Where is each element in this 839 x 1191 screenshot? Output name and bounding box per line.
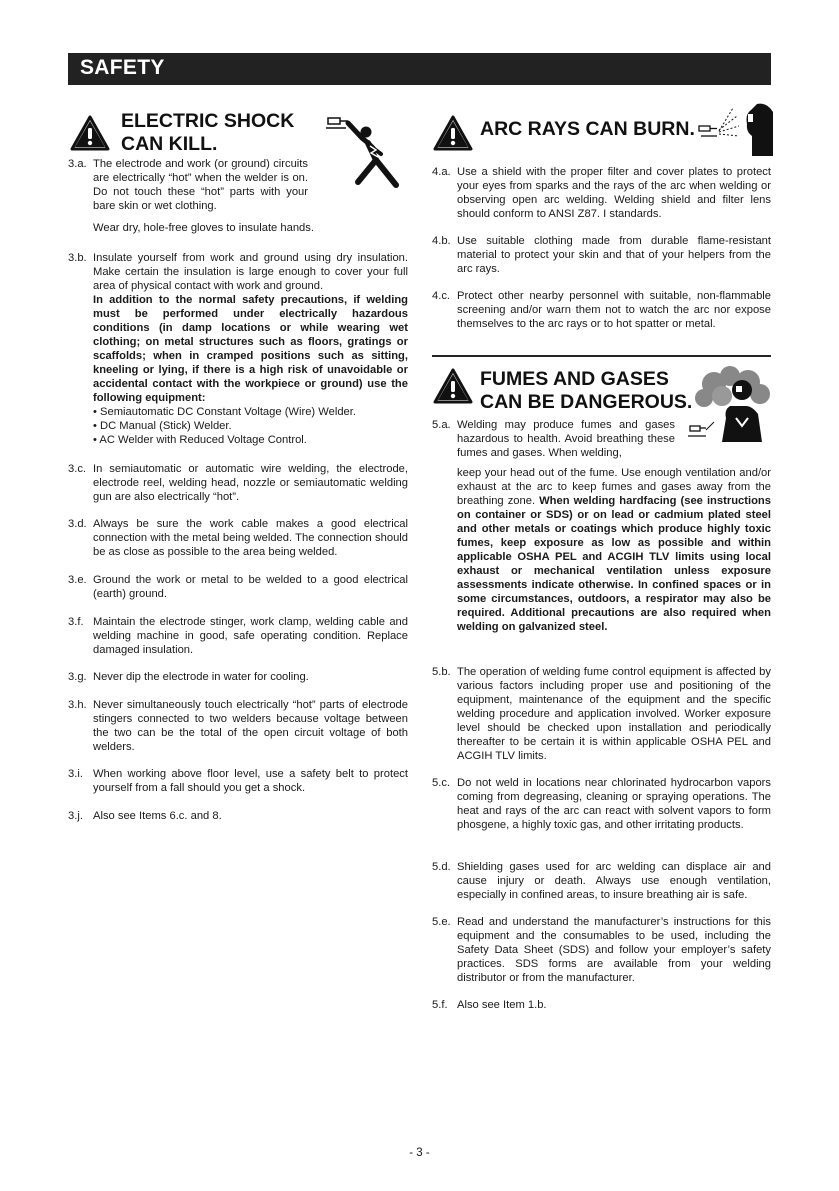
- section-divider: [432, 355, 771, 357]
- electric-shock-figure-icon: [326, 110, 402, 190]
- shock-item-3a-extra: Wear dry, hole-free gloves to insulate hands.: [93, 222, 314, 234]
- warning-triangle-icon: [433, 368, 473, 404]
- section-banner: [68, 53, 771, 85]
- warning-triangle-icon: [70, 115, 110, 151]
- equipment-list: • Semiautomatic DC Constant Voltage (Wire) Welder. • DC Manual (Stick) Welder. • AC Welder with Reduced Voltage Control.: [93, 406, 356, 446]
- fumes-title-line1: FUMES AND GASES: [480, 368, 669, 390]
- arc-title: ARC RAYS CAN BURN.: [480, 118, 695, 140]
- banner-title: SAFETY: [80, 56, 165, 79]
- page-number: - 3 -: [409, 1147, 430, 1159]
- warning-triangle-icon: [433, 115, 473, 151]
- fumes-title-line2: CAN BE DANGEROUS.: [480, 391, 693, 413]
- arc-welder-figure-icon: [697, 100, 773, 156]
- shock-title-line2: CAN KILL.: [121, 133, 218, 155]
- shock-title-line1: ELECTRIC SHOCK: [121, 110, 295, 132]
- fumes-worker-figure-icon: [686, 366, 774, 442]
- fumes-item-5a-cont: keep your head out of the fume. Use enough ventilation and/or exhaust at the arc to keep fumes and gases away from the breathing zone. When welding hardfacing (see instructions on container or SDS) or on lead or cadmium plated steel and other metals or coatings which produce highly toxic fumes, keep exposure as low as possible and within applicable OSHA PEL and ACGIH TLV limits using local exhaust or mechanical ventilation unless exposure assessments indicate otherwise. In confined spaces or in some circumstances, outdoors, a respirator may also be required. Additional precautions are also required when welding on galvanized steel.: [457, 467, 771, 633]
